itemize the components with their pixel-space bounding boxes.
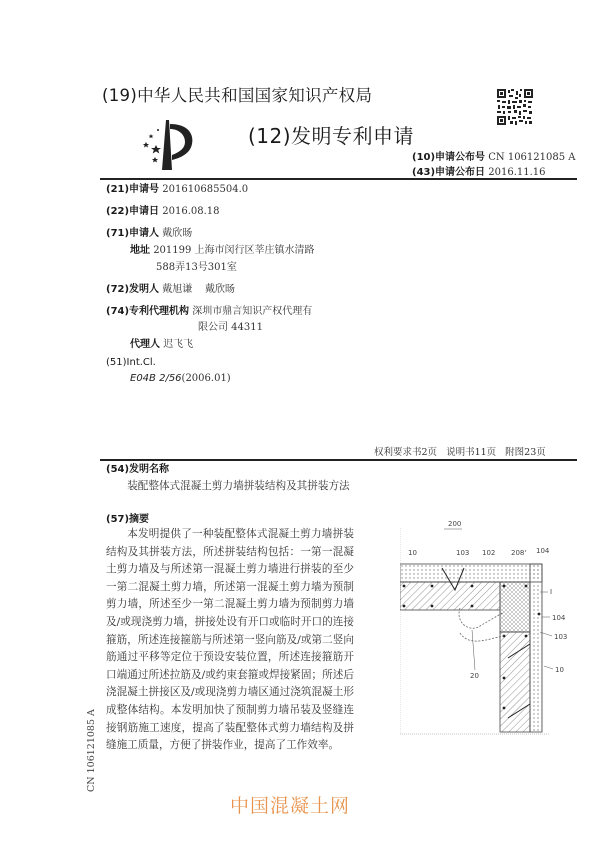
agency-row bbox=[106, 306, 312, 318]
applicant-row bbox=[106, 228, 192, 240]
title-label: (54)发明名称 bbox=[106, 464, 170, 475]
address-line1: 201199 上海市闵行区莘庄镇水清路 bbox=[153, 245, 315, 256]
ipc-code-row bbox=[130, 373, 231, 385]
agency-line2: 限公司 44311 bbox=[198, 322, 263, 333]
title-label-row bbox=[106, 464, 169, 476]
drawing-label-20: 20 bbox=[470, 672, 479, 680]
agent-row bbox=[130, 339, 193, 351]
abstract-label: (57)摘要 bbox=[106, 514, 150, 525]
drawing-label-102: 102 bbox=[482, 549, 496, 557]
application-number-label: (21)申请号 bbox=[106, 184, 160, 195]
inventors: 戴旭谦 戴欣旸 bbox=[162, 284, 235, 295]
ipc-version: (2006.01) bbox=[181, 373, 231, 384]
address-row bbox=[130, 245, 315, 257]
abstract-label-row bbox=[106, 514, 149, 526]
invention-title: 装配整体式混凝土剪力墙拼装结构及其拼装方法 bbox=[127, 480, 350, 492]
applicant: 戴欣旸 bbox=[162, 228, 193, 239]
header-divider bbox=[100, 178, 577, 180]
agency-label: (74)专利代理机构 bbox=[106, 306, 190, 317]
inventors-row bbox=[106, 284, 235, 296]
drawing-label-I: I bbox=[550, 588, 553, 596]
drawing-label-103-mid: 103 bbox=[554, 633, 568, 641]
filing-date: 2016.08.18 bbox=[162, 206, 220, 217]
agency-line2-row bbox=[198, 322, 263, 334]
publication-number-label: (10)申请公布号 bbox=[412, 152, 486, 163]
drawing-label-200: 200 bbox=[448, 520, 462, 528]
side-publication-number: CN 106121085 A bbox=[86, 709, 97, 792]
abstract-text: 本发明提供了一种装配整体式混凝土剪力墙拼装结构及其拼装方法，所述拼装结构包括：一第一混凝土剪力墙及与所述第一混凝土剪力墙进行拼装的至少一第二混凝土剪力墙，所述第一混凝土剪力墙为预制剪力墙，所述至少一第二混凝土剪力墙为预制剪力墙及/或现浇剪力墙，拼接处设有开口或临时开口的连接箍筋，所述连接箍筋与所述第一竖向筋及/或第二竖向筋通过平移等定位于预设安装位置，所述连接箍筋开口端通过所述拉筋及/或约束套箍或焊接紧固；所述后浇混凝土拼接区及/或现浇剪力墙区通过浇筑混凝土形成整体结构。本发明加快了预制剪力墙吊装及竖缝连接钢筋施工速度，提高了装配整体式剪力墙结构及拼缝施工质量，方便了拼装作业，提高了工作效率。 bbox=[106, 528, 354, 752]
address-line2-row bbox=[156, 262, 237, 274]
section-divider bbox=[100, 459, 577, 461]
agent-label: 代理人 bbox=[130, 339, 160, 350]
drawing-label-10-top: 10 bbox=[408, 549, 417, 557]
issuing-office: (19)中华人民共和国国家知识产权局 bbox=[102, 86, 373, 105]
cnipa-logo-icon bbox=[136, 112, 200, 172]
drawing-label-104-top: 104 bbox=[536, 547, 550, 555]
drawing-label-104-mid: 104 bbox=[552, 614, 566, 622]
applicant-label: (71)申请人 bbox=[106, 228, 160, 239]
publication-number: CN 106121085 A bbox=[488, 152, 576, 163]
agent: 迟飞飞 bbox=[163, 339, 194, 350]
drawing-label-103-top: 103 bbox=[456, 549, 470, 557]
document-type-title: (12)发明专利申请 bbox=[248, 124, 415, 148]
publication-date-label: (43)申请公布日 bbox=[412, 167, 486, 178]
agency-line1: 深圳市鼎言知识产权代理有 bbox=[192, 306, 313, 317]
ipc-code: E04B 2/56 bbox=[130, 373, 182, 384]
watermark-brand: 中国混凝土网 bbox=[230, 795, 351, 817]
application-number: 201610685504.0 bbox=[162, 184, 249, 195]
address-line2: 588弄13号301室 bbox=[156, 262, 237, 273]
drawing-label-10-right: 10 bbox=[555, 666, 564, 674]
publication-date-row bbox=[412, 163, 546, 178]
inventors-label: (72)发明人 bbox=[106, 284, 160, 295]
drawing-label-208: 208' bbox=[511, 549, 527, 557]
qr-code-icon[interactable] bbox=[496, 88, 534, 126]
filing-date-row bbox=[106, 206, 220, 218]
publication-number-row bbox=[412, 148, 576, 163]
publication-date: 2016.11.16 bbox=[488, 167, 546, 178]
ipc-label-row bbox=[106, 357, 156, 369]
page-counts: 权利要求书2页 说明书11页 附图23页 bbox=[374, 447, 546, 458]
representative-drawing bbox=[400, 508, 585, 748]
filing-date-label: (22)申请日 bbox=[106, 206, 160, 217]
ipc-label: (51)Int.Cl. bbox=[106, 357, 156, 368]
address-label: 地址 bbox=[130, 245, 150, 256]
application-number-row bbox=[106, 184, 248, 196]
